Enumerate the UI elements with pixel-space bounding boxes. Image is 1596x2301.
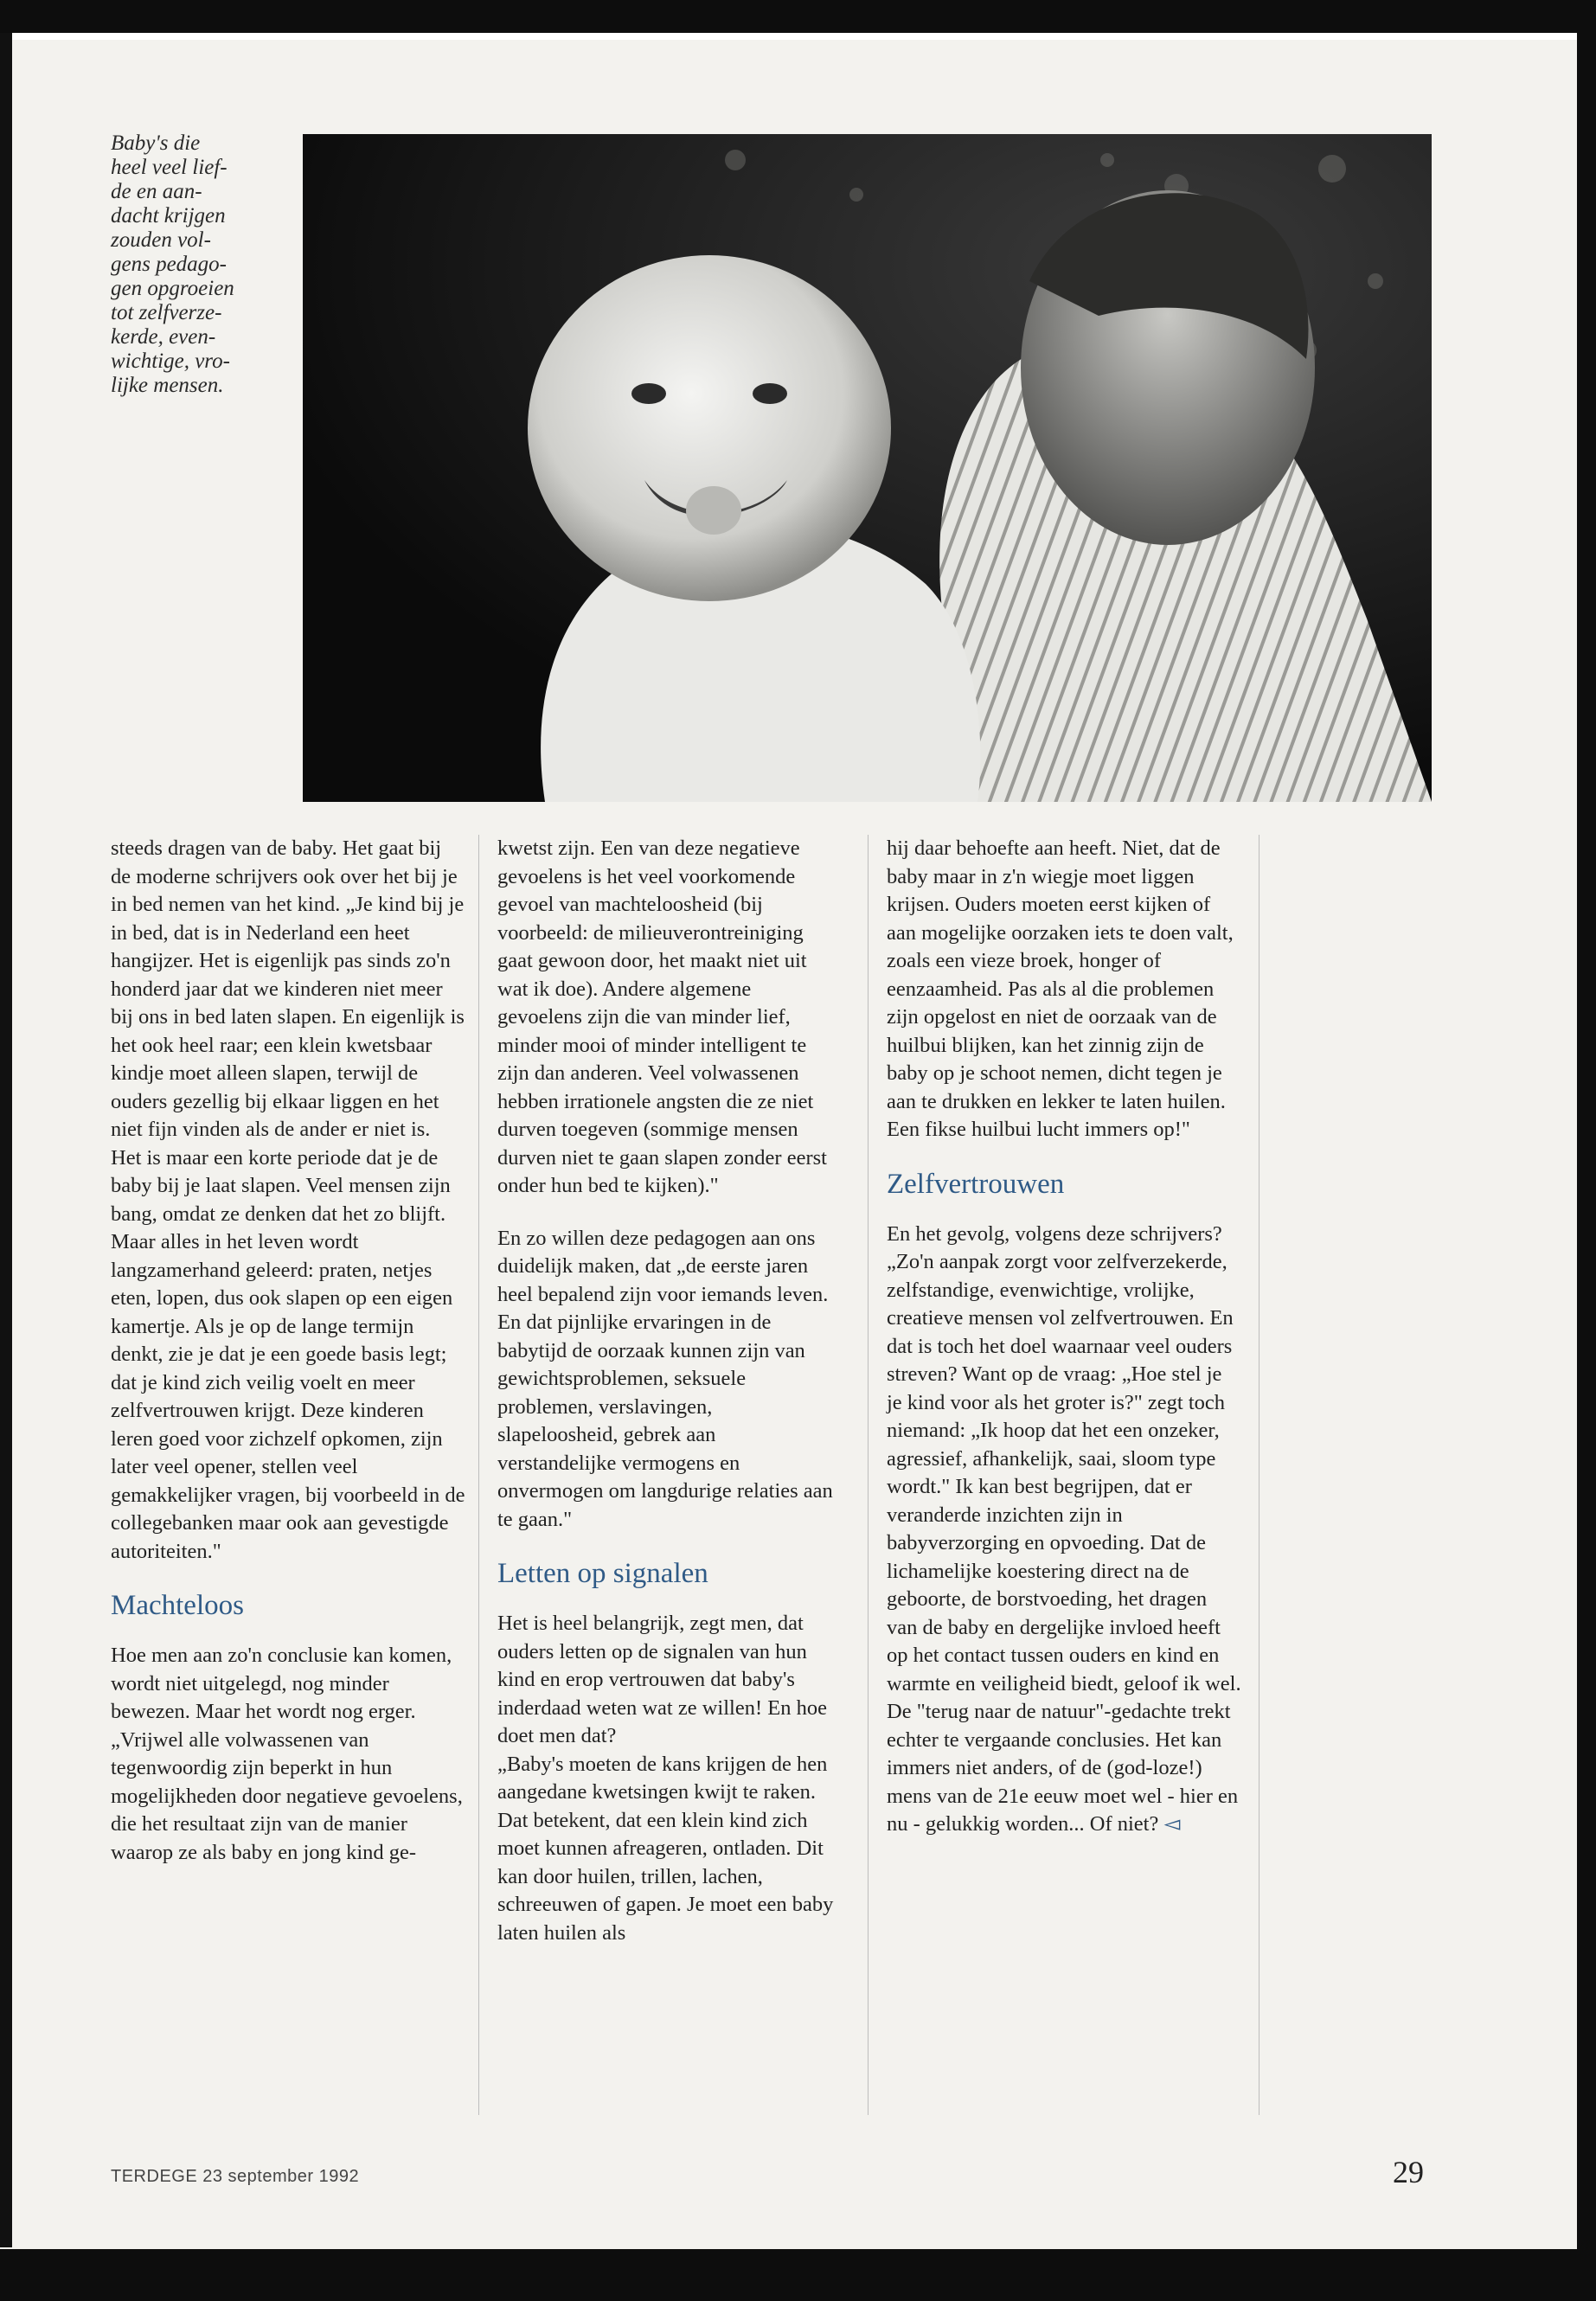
article-column-1 [111, 835, 465, 1891]
section-heading-zelfvertrouwen: Zelfvertrouwen [887, 1168, 1065, 1200]
page-number: 29 [1393, 2155, 1424, 2189]
article-column-3 [887, 835, 1241, 1863]
paragraph: Hoe men aan zo'n conclusie kan komen, wordt niet uitgelegd, nog minder bewezen. Maar het wordt nog erger. „Vrijwel alle volwassenen van tegenwoordig zijn beperkt in hun mogelijkheden door negatieve gevoelens, die het resultaat zijn van de manier waarop ze als baby en jong kind ge- [111, 1644, 463, 1864]
scan-border-left [0, 33, 12, 2247]
scan-border-bottom [0, 2249, 1596, 2301]
scan-border-top-gap [0, 33, 1596, 40]
paragraph: En zo willen deze pedagogen aan ons duidelijk maken, dat „de eerste jaren heel bepalend zijn voor iemands leven. En dat pijnlijke ervaringen in de babytijd de oorzaak kunnen zijn van gewichtsproblemen, seksuele problemen, verslavingen, slapeloosheid, gebrek aan verstandelijke vermogens en onvermogen om langdurige relaties aan te gaan." [497, 1226, 833, 1531]
photo-caption: Baby's die heel veel lief- de en aan- dacht krijgen zouden vol- gens pedago- gen opgroeien tot zelfverze- kerde, even- wichtige, vro- lijke mensen. [111, 131, 234, 397]
section-heading-letten-op-signalen: Letten op signalen [497, 1558, 708, 1589]
baby-photo [303, 134, 1432, 802]
column-rule [868, 835, 869, 2115]
paragraph: hij daar behoefte aan heeft. Niet, dat de baby maar in z'n wiegje moet liggen krijsen. Ouders moeten eerst kijken of aan mogelijke oorzaken iets te doen valt, zoals een vieze broek, honger of eenzaamheid. Pas als al die problemen zijn opgelost en niet de oorzaak van de huilbui blijken, kan het zinnig zijn de baby op je schoot nemen, dicht tegen je aan te drukken en lekker te laten huilen. Een fikse huilbui lucht immers op!" [887, 836, 1234, 1141]
paragraph-text: „Zo'n aanpak zorgt voor zelfverzekerde, zelfstandige, evenwichtige, vrolijke, creatieve mensen vol zelfvertrouwen. En dat is toch het doel waarnaar veel ouders streven? Want op de vraag: „Hoe stel je je kind voor als het groter is?" zegt toch niemand: „Ik hoop dat het een onzeker, agressief, afhankelijk, saai, sloom type wordt." Ik kan best begrijpen, dat er veranderde inzichten zijn in babyverzorging en opvoeding. Dat de lichamelijke koestering direct na de geboorte, de borstvoeding, het dragen van de baby en dergelijke invloed heeft op het contact tussen ouders en kind en warmte en veiligheid biedt, geloof ik wel. De "terug naar de natuur"-gedachte trekt echter te vergaande conclusies. Het kan immers niet anders, of de (god-loze!) mens van de 21e eeuw moet wel - hier en nu - gelukkig worden... Of niet? [887, 1250, 1241, 1836]
scan-border-right [1577, 17, 1596, 2249]
paragraph: „Baby's moeten de kans krijgen de hen aangedane kwetsingen kwijt te raken. Dat betekent, dat een klein kind zich moet kunnen afreageren, ontladen. Dit kan door huilen, trillen, lachen, schreeuwen of gapen. Je moet een baby laten huilen als [497, 1752, 834, 1945]
article-column-2 [497, 835, 836, 1971]
paragraph: En het gevolg, volgens deze schrijvers? [887, 1221, 1222, 1246]
baby-photo-illustration [303, 134, 1432, 802]
column-rule [478, 835, 479, 2115]
paragraph: steeds dragen van de baby. Het gaat bij de moderne schrijvers ook over het bij je in bed nemen van het kind. „Je kind bij je in bed, dat is in Nederland een heet hangijzer. Het is eigenlijk pas sinds zo'n honderd jaar dat we kinderen niet meer bij ons in bed laten slapen. En eigenlijk is het ook heel raar; een klein kwetsbaar kindje moet alleen slapen, terwijl de ouders gezellig bij elkaar liggen en het niet fijn vinden als de ander er niet is. Het is maar een korte periode dat je de baby bij je laat slapen. Veel mensen zijn bang, omdat ze denken dat het zo blijft. Maar alles in het leven wordt langzamerhand geleerd: praten, netjes eten, lopen, dus ook slapen op een eigen kamertje. Als je op de lange termijn denkt, zie je dat je een goede basis legt; dat je kind zich veilig voelt en meer zelfvertrouwen krijgt. Deze kinderen leren goed voor zichzelf opkomen, zijn later veel opener, stellen veel gemakkelijker vragen, bij voorbeeld in de collegebanken maar ook aan gevestigde autoriteiten." [111, 836, 465, 1563]
paragraph: Het is heel belangrijk, zegt men, dat ouders letten op de signalen van hun kind en erop vertrouwen dat baby's inderdaad weten wat ze willen! En hoe doet men dat? [497, 1612, 827, 1747]
paragraph [887, 1248, 1241, 1839]
paragraph: kwetst zijn. Een van deze negatieve gevoelens is het veel voorkomende gevoel van machteloosheid (bij voorbeeld: de milieuverontreiniging gaat gewoon door, het maakt niet uit wat ik doe). Andere algemene gevoelens zijn die van minder lief, minder mooi of minder intelligent te zijn dan anderen. Veel volwassenen hebben irrationele angsten die ze niet durven toegeven (sommige mensen durven niet te gaan slapen zonder eerst onder hun bed te kijken)." [497, 836, 827, 1197]
scan-border-top [0, 0, 1596, 33]
end-of-article-icon: ◅ [1163, 1812, 1181, 1836]
section-heading-machteloos: Machteloos [111, 1590, 244, 1621]
magazine-issue-line: TERDEGE 23 september 1992 [111, 2167, 360, 2186]
